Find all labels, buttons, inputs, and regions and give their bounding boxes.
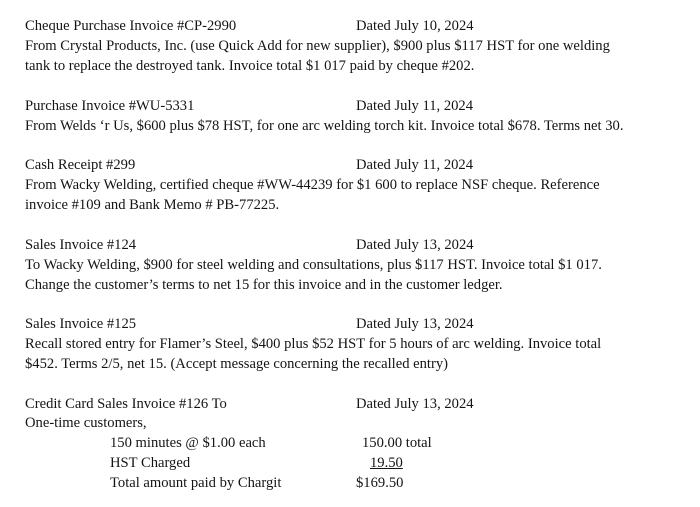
entry-5-date: Dated July 13, 2024 (356, 316, 474, 332)
table-row-value: 19.50 (370, 455, 403, 471)
table-row-label: Total amount paid by Chargit (110, 475, 282, 491)
entry-5-line-2: $452. Terms 2/5, net 15. (Accept message concerning the recalled entry) (25, 356, 448, 372)
entry-4-title: Sales Invoice #124 (25, 237, 137, 253)
entry-2-line-1: From Welds ‘r Us, $600 plus $78 HST, for one arc welding torch kit. Invoice total $678. Terms net 30. (25, 118, 624, 134)
entry-3-date: Dated July 11, 2024 (356, 157, 474, 173)
entry-1-line-1: From Crystal Products, Inc. (use Quick Add for new supplier), $900 plus $117 HST for one welding (25, 38, 610, 54)
entry-6-date: Dated July 13, 2024 (356, 396, 474, 412)
table-row-value: 150.00 total (362, 435, 432, 451)
entry-4-date: Dated July 13, 2024 (356, 237, 474, 253)
table-row-value: $169.50 (356, 475, 404, 491)
entry-6-title: Credit Card Sales Invoice #126 To (25, 396, 227, 412)
entry-1-date: Dated July 10, 2024 (356, 18, 474, 34)
entry-4-line-1: To Wacky Welding, $900 for steel welding and consultations, plus $117 HST. Invoice total $1 017. (25, 257, 602, 273)
table-row-label: HST Charged (110, 455, 191, 471)
entry-6-line-1: One-time customers, (25, 415, 147, 431)
entry-3-line-2: invoice #109 and Bank Memo # PB-77225. (25, 197, 280, 213)
entry-4-line-2: Change the customer’s terms to net 15 for this invoice and in the customer ledger. (25, 277, 503, 293)
entry-1-title: Cheque Purchase Invoice #CP-2990 (25, 18, 237, 34)
entry-5-title: Sales Invoice #125 (25, 316, 137, 332)
entry-2-title: Purchase Invoice #WU-5331 (25, 98, 195, 114)
entry-3-title: Cash Receipt #299 (25, 157, 136, 173)
entry-1-line-2: tank to replace the destroyed tank. Invoice total $1 017 paid by cheque #202. (25, 58, 475, 74)
entry-2-date: Dated July 11, 2024 (356, 98, 474, 114)
entry-5-line-1: Recall stored entry for Flamer’s Steel, $400 plus $52 HST for 5 hours of arc welding. Invoice total (25, 336, 602, 352)
entry-3-line-1: From Wacky Welding, certified cheque #WW-44239 for $1 600 to replace NSF cheque. Reference (25, 177, 600, 193)
table-row-label: 150 minutes @ $1.00 each (110, 435, 266, 451)
